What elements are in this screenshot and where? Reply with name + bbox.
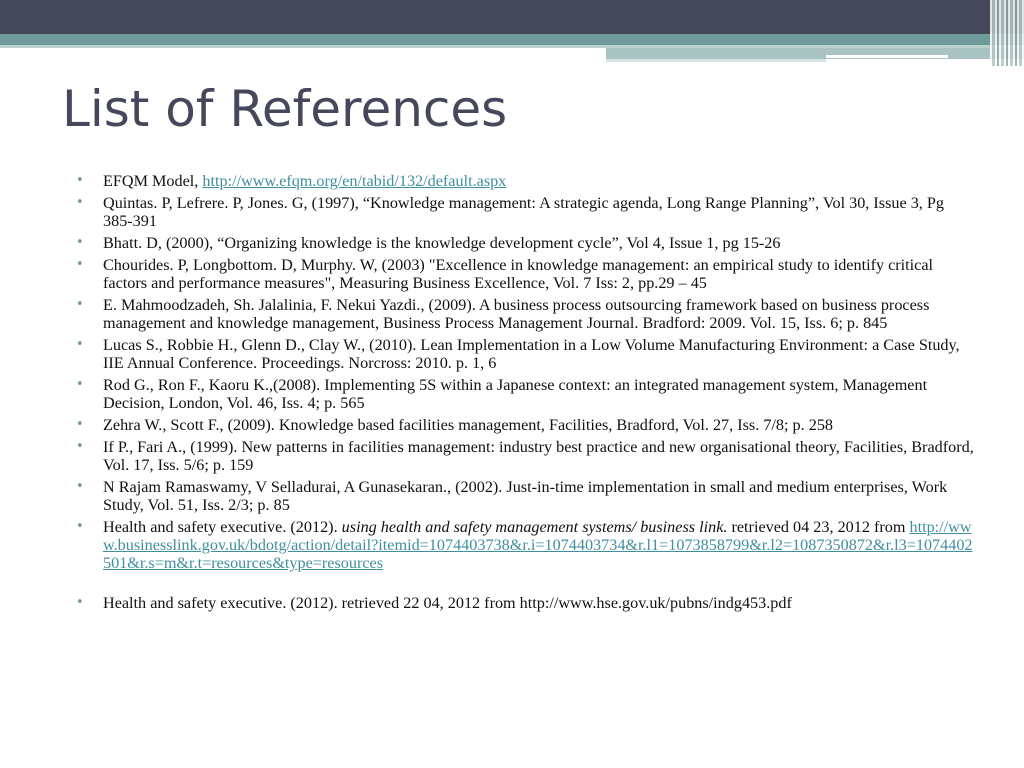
bullet-icon: • — [76, 173, 84, 188]
reference-italic-title: using health and safety management systems/ business link. — [341, 518, 728, 536]
bullet-icon: • — [76, 479, 84, 494]
bullet-icon: • — [76, 439, 84, 454]
bullet-icon: • — [76, 195, 84, 210]
bullet-icon: • — [76, 337, 84, 352]
slide-title: List of References — [62, 80, 508, 138]
reference-text: Health and safety executive. (2012). — [103, 518, 342, 536]
bullet-icon: • — [76, 297, 84, 312]
reference-item — [76, 376, 976, 412]
header-accent-stripe — [606, 48, 1024, 59]
reference-item — [76, 194, 976, 230]
reference-text: Lucas S., Robbie H., Glenn D., Clay W., (2010). Lean Implementation in a Low Volume Manufacturing Environment: a Case Study, IIE Annual Conference. Proceedings. Norcross: 2010. p. 1, 6 — [103, 336, 960, 372]
reference-text: E. Mahmoodzadeh, Sh. Jalalinia, F. Nekui Yazdi., (2009). A business process outsourcing framework based on business process management and knowledge management, Business Process Management Journal. Bradford: 2009. Vol. 15, Iss. 6; p. 845 — [103, 296, 930, 332]
reference-text-after: retrieved 04 23, 2012 from — [727, 518, 910, 536]
header-vertical-lines — [990, 0, 1024, 66]
bullet-icon: • — [76, 377, 84, 392]
reference-item — [76, 296, 976, 332]
reference-text: Quintas. P, Lefrere. P, Jones. G, (1997), “Knowledge management: A strategic agenda, Long Range Planning”, Vol 30, Issue 3, Pg 385-391 — [103, 194, 944, 230]
reference-item — [76, 234, 976, 252]
reference-item — [76, 336, 976, 372]
reference-text: Zehra W., Scott F., (2009). Knowledge based facilities management, Facilities, Bradford, Vol. 27, Iss. 7/8; p. 258 — [103, 416, 834, 434]
reference-link[interactable]: http://www.efqm.org/en/tabid/132/default.aspx — [202, 172, 507, 190]
bullet-icon: • — [76, 519, 84, 534]
bullet-icon: • — [76, 235, 84, 250]
reference-link[interactable]: http://www.businesslink.gov.uk/bdotg/action/detail?itemid=1074403738&r.i=1074403734&r.l1=1073858799&r.l2=1087350872&r.l3=1074402501&r.s=m&r.t=resources&type=resources — [103, 518, 973, 572]
bullet-icon: • — [76, 257, 84, 272]
reference-item — [76, 478, 976, 514]
reference-text: Health and safety executive. (2012). retrieved 22 04, 2012 from http://www.hse.gov.uk/pubns/indg453.pdf — [103, 594, 792, 612]
reference-text: If P., Fari A., (1999). New patterns in facilities management: industry best practice and new organisational theory, Facilities, Bradford, Vol. 17, Iss. 5/6; p. 159 — [103, 438, 974, 474]
reference-text: Chourides. P, Longbottom. D, Murphy. W, (2003) "Excellence in knowledge management: an empirical study to identify critical factors and performance measures", Measuring Business Excellence, Vol. 7 Iss: 2, pp.29 – 45 — [103, 256, 934, 292]
header-stripe — [0, 34, 1024, 45]
reference-item — [76, 172, 976, 190]
reference-text: Bhatt. D, (2000), “Organizing knowledge is the knowledge development cycle”, Vol 4, Issue 1, pg 15-26 — [103, 234, 781, 252]
reference-text: EFQM Model, — [103, 172, 203, 190]
bullet-icon: • — [76, 417, 84, 432]
reference-item — [76, 518, 976, 572]
reference-item — [76, 416, 976, 434]
reference-list — [76, 172, 976, 616]
bullet-icon: • — [76, 595, 84, 610]
reference-text: N Rajam Ramaswamy, V Selladurai, A Gunasekaran., (2002). Just-in-time implementation in small and medium enterprises, Work Study, Vol. 51, Iss. 2/3; p. 85 — [103, 478, 948, 514]
reference-item — [76, 256, 976, 292]
reference-item — [76, 438, 976, 474]
reference-item — [76, 594, 976, 612]
header-accent-stripe-thin — [606, 59, 826, 62]
header-accent-highlight — [826, 55, 948, 58]
header-bar — [0, 0, 1024, 34]
reference-text: Rod G., Ron F., Kaoru K.,(2008). Implementing 5S within a Japanese context: an integrated management system, Management Decision, London, Vol. 46, Iss. 4; p. 565 — [103, 376, 928, 412]
